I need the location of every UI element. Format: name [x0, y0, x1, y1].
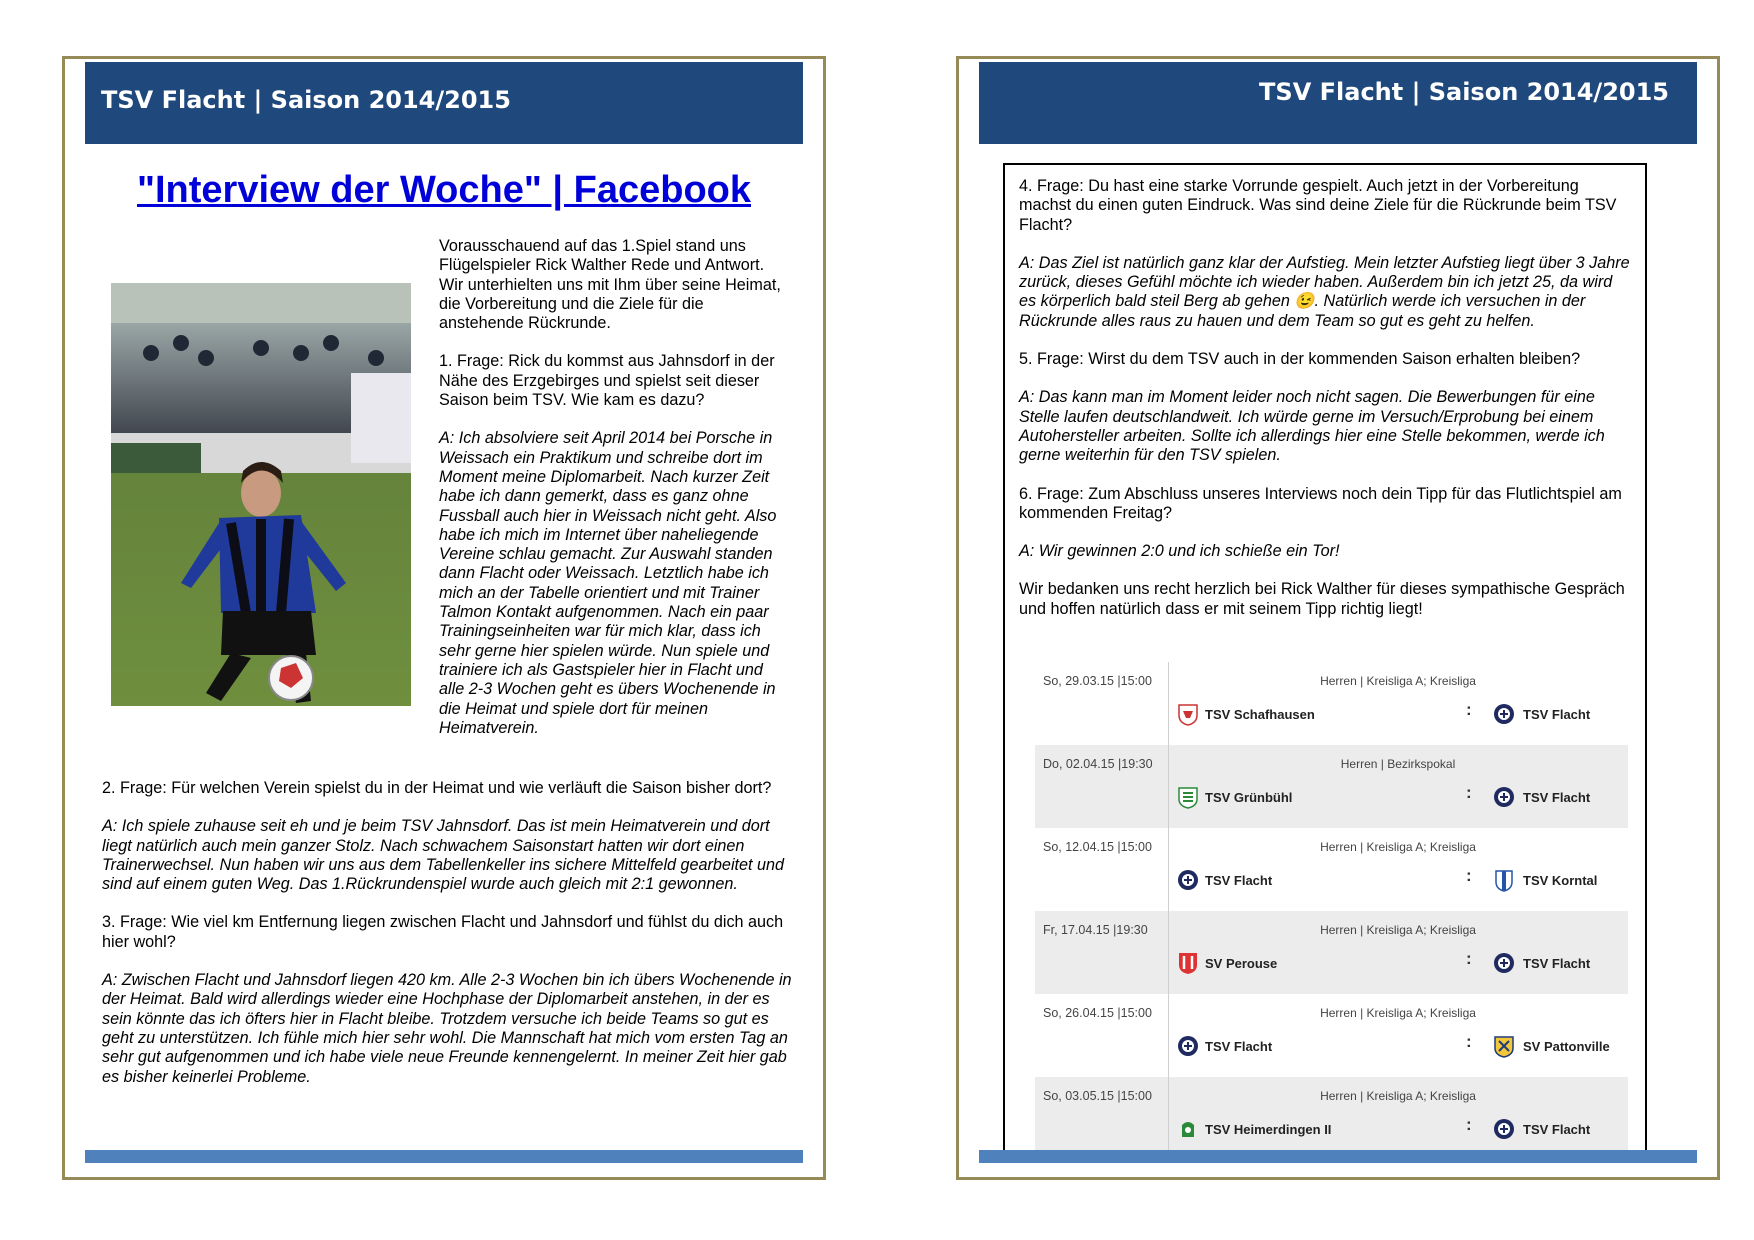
- header-title: TSV Flacht | Saison 2014/2015: [101, 86, 511, 114]
- home-team: TSV Flacht: [1205, 873, 1273, 888]
- score-separator: :: [1466, 1115, 1472, 1134]
- match-row: [1035, 994, 1628, 1077]
- question-2: 2. Frage: Für welchen Verein spielst du in der Heimat und wie verläuft die Saison bisher dort?: [102, 779, 772, 797]
- team-crest-icon: [1177, 785, 1199, 809]
- interview-continued: [102, 779, 792, 1106]
- match-row: [1035, 911, 1628, 994]
- away-team: TSV Flacht: [1523, 956, 1591, 971]
- score-separator: :: [1466, 866, 1472, 885]
- match-row: [1035, 662, 1628, 745]
- match-date: Fr, 17.04.15 |19:30: [1043, 923, 1148, 937]
- team-crest-icon: [1177, 951, 1199, 975]
- match-schedule: [1035, 662, 1643, 1158]
- match-competition: Herren | Kreisliga A; Kreisliga: [1320, 1089, 1476, 1103]
- team-crest-icon: [1493, 702, 1515, 726]
- answer-2: A: Ich spiele zuhause seit eh und je beim TSV Jahnsdorf. Das ist mein Heimatverein und dort liegt natürlich auch mein ganzer Stolz. Nach schwachem Saisonstart hatten wir dort einen Trainerwechsel. Nun haben wir uns aus dem Tabellenkeller ins sichere Mittelfeld gearbeitet und sind auf einem guten Weg. Das 1.Rückrundenspiel wurde auch gleich mit 2:1 gewonnen.: [102, 817, 785, 894]
- answer-3: A: Zwischen Flacht und Jahnsdorf liegen 420 km. Alle 2-3 Wochen bin ich übers Wochenende in der Heimat. Bald wird allerdings wieder eine Hochphase der Diplomarbeit anstehen, in der es sein könnte das ich öfters hier in Flacht bleibe. Trotzdem versuche ich beide Teams so gut es geht zu unterstützen. Ich fühle mich hier sehr wohl. Die Mannschaft hat mich vom ersten Tag an sehr gut aufgenommen und ich habe viele neue Freunde kennengelernt. In meiner Zeit hier gab es bisher keinerlei Probleme.: [102, 971, 792, 1086]
- match-competition: Herren | Kreisliga A; Kreisliga: [1320, 1006, 1476, 1020]
- team-crest-icon: [1493, 785, 1515, 809]
- match-date: Do, 02.04.15 |19:30: [1043, 757, 1153, 771]
- team-crest-icon: [1493, 1034, 1515, 1058]
- home-team: SV Perouse: [1205, 956, 1278, 971]
- score-separator: :: [1466, 1032, 1472, 1051]
- intro-paragraph: Vorausschauend auf das 1.Spiel stand uns Flügelspieler Rick Walther Rede und Antwort. Wir unterhielten uns mit Ihm über seine Heimat, die Vorbereitung und die Ziele für die anstehende Rückrunde.: [439, 237, 781, 333]
- match-competition: Herren | Kreisliga A; Kreisliga: [1320, 674, 1476, 688]
- team-crest-icon: [1493, 1117, 1515, 1141]
- header-bar: [979, 62, 1697, 144]
- away-team: TSV Flacht: [1523, 1122, 1591, 1137]
- team-crest-icon: [1493, 951, 1515, 975]
- score-separator: :: [1466, 949, 1472, 968]
- match-date: So, 29.03.15 |15:00: [1043, 674, 1152, 688]
- match-row: [1035, 1077, 1628, 1160]
- team-crest-icon: [1177, 1034, 1199, 1058]
- match-row: [1035, 745, 1628, 828]
- page-right: [956, 56, 1720, 1180]
- home-team: TSV Flacht: [1205, 1039, 1273, 1054]
- away-team: TSV Korntal: [1523, 873, 1598, 888]
- away-team: TSV Flacht: [1523, 707, 1591, 722]
- team-crest-icon: [1177, 702, 1199, 726]
- player-photo: [111, 283, 411, 706]
- match-date: So, 26.04.15 |15:00: [1043, 1006, 1152, 1020]
- question-5: 5. Frage: Wirst du dem TSV auch in der kommenden Saison erhalten bleiben?: [1019, 350, 1581, 369]
- home-team: TSV Schafhausen: [1205, 707, 1315, 722]
- team-crest-icon: [1177, 868, 1199, 892]
- away-team: TSV Flacht: [1523, 790, 1591, 805]
- question-1: 1. Frage: Rick du kommst aus Jahnsdorf in der Nähe des Erzgebirges und spielst seit dieser Saison beim TSV. Wie kam es dazu?: [439, 352, 775, 410]
- header-title: TSV Flacht | Saison 2014/2015: [1259, 78, 1669, 106]
- closing-paragraph: Wir bedanken uns recht herzlich bei Rick Walther für dieses sympathische Gespräch und hoffen natürlich dass er mit seinem Tipp richtig liegt!: [1019, 580, 1625, 618]
- match-competition: Herren | Bezirkspokal: [1340, 757, 1456, 771]
- answer-1: A: Ich absolviere seit April 2014 bei Porsche in Weissach ein Praktikum und schreibe dort im Moment meine Diplomarbeit. Nach kurzer Zeit habe ich dann gemerkt, dass es ganz ohne Fussball auch hier in Weissach nicht geht. Also habe ich mich im Internet über naheliegende Vereine schlau gemacht. Zur Auswahl standen dann Flacht oder Weissach. Letztlich habe ich mich an der Tabelle orientiert und mit Trainer Talmon Kontakt aufgenommen. Nach ein paar Trainingseinheiten war für mich klar, dass ich sehr gerne hier spielen würde. Nun spiele und trainiere ich als Gastspieler hier in Flacht und alle 2-3 Wochen geht es übers Wochenende in die Heimat und spiele dort für meinen Heimatverein.: [439, 429, 777, 737]
- page-left: [62, 56, 826, 1180]
- footer-bar: [85, 1150, 803, 1163]
- answer-5: A: Das kann man im Moment leider noch nicht sagen. Die Bewerbungen für eine Stelle laufen deutschlandweit. Ich würde gerne im Versuch/Erprobung bei einem Autohersteller arbeiten. Sollte ich allerdings hier eine Stelle bekommen, werde ich gerne weiterhin für den TSV spielen.: [1019, 388, 1605, 465]
- team-crest-icon: [1177, 1117, 1199, 1141]
- footer-bar: [979, 1150, 1697, 1163]
- player-photo-image: [111, 283, 411, 706]
- team-crest-icon: [1493, 868, 1515, 892]
- home-team: TSV Grünbühl: [1205, 790, 1293, 805]
- home-team: TSV Heimerdingen II: [1205, 1122, 1332, 1137]
- facebook-interview-link[interactable]: "Interview der Woche" | Facebook: [136, 169, 751, 211]
- question-3: 3. Frage: Wie viel km Entfernung liegen zwischen Flacht und Jahnsdorf und fühlst du dich auch hier wohl?: [102, 913, 784, 951]
- headline: [65, 169, 823, 212]
- match-competition: Herren | Kreisliga A; Kreisliga: [1320, 923, 1476, 937]
- intro-column: [439, 237, 785, 757]
- match-date: So, 12.04.15 |15:00: [1043, 840, 1152, 854]
- answer-6: A: Wir gewinnen 2:0 und ich schieße ein Tor!: [1019, 542, 1340, 561]
- score-separator: :: [1466, 783, 1472, 802]
- answer-4: A: Das Ziel ist natürlich ganz klar der Aufstieg. Mein letzter Aufstieg liegt über 3 Jahre zurück, dieses Gefühl möchte ich wieder haben. Außerdem bin ich jetzt 25, da wird es körperlich bald steil Berg ab gehen 😉. Natürlich werde ich versuchen in der Rückrunde alles raus zu hauen und dem Team so gut es geht zu helfen.: [1019, 253, 1630, 330]
- question-6: 6. Frage: Zum Abschluss unseres Interviews noch dein Tipp für das Flutlichtspiel am kommenden Freitag?: [1019, 484, 1622, 522]
- match-competition: Herren | Kreisliga A; Kreisliga: [1320, 840, 1476, 854]
- match-row: [1035, 828, 1628, 911]
- score-separator: :: [1466, 700, 1472, 719]
- match-date: So, 03.05.15 |15:00: [1043, 1089, 1152, 1103]
- question-4: 4. Frage: Du hast eine starke Vorrunde gespielt. Auch jetzt in der Vorbereitung machst du einen guten Eindruck. Was sind deine Ziele für die Rückrunde beim TSV Flacht?: [1019, 177, 1617, 234]
- header-bar: [85, 62, 803, 144]
- away-team: SV Pattonville: [1523, 1039, 1610, 1054]
